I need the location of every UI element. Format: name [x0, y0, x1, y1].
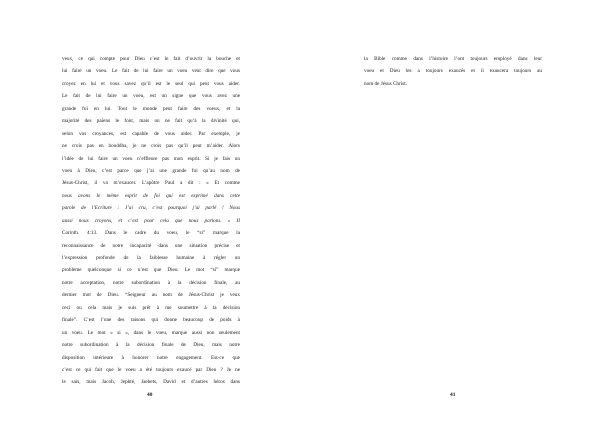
- text-line: l’idée de lui faire un voeu n’effleure pas mon esprit. Si je fais un: [62, 155, 240, 162]
- text-line: le sais, mais Jacob, Jephté, Jaebets, David et d’autres héros dans: [62, 379, 240, 386]
- text-line: aussi nous croyons, et c’est pour cela que nous parlons. » II: [62, 217, 240, 224]
- text-line: voeu et Dieu les a toujours exaucés et il exaucera toujours au: [364, 68, 542, 75]
- text-line: reconnaissance de notre incapacité dans une situation précise et: [62, 242, 240, 249]
- left-page-text: [62, 53, 240, 389]
- text-line: c’est ce qui fait que le voeu a été toujours exaucé par Dieu ? Je ne: [62, 366, 240, 373]
- text-line: dernier mot de Dieu. “Seigneur au nom de Jésus-Christ je veux: [62, 292, 240, 299]
- right-page-text: [364, 53, 542, 90]
- text-line: la Bible comme dans l’histoire l’ont toujours employé dans leur: [364, 56, 542, 62]
- text-line: ne crois pas en bouddha, je ne crois pas qu’il peut m’aider. Alors: [62, 143, 240, 150]
- text-line: problème quelconque si ce n’est que Dieu. Le mot “si” marque: [62, 267, 240, 274]
- text-line: ceci ou cela mais je suis prêt à me soumettre à ta décision: [62, 304, 240, 311]
- text-line: grande foi en lui. Tout le monde peut faire des voeux, et la: [62, 105, 240, 112]
- text-line: finale”. C’est l’une des raisons qui donne beaucoup de poids à: [62, 317, 240, 324]
- text-line: l’expression profonde de la faiblesse humaine à régler un: [62, 255, 240, 261]
- text-line: selon vos croyances, est capable de vous aider. Par exemple, je: [62, 130, 240, 137]
- text-line: notre subordination à la décision finale de Dieu, mais notre: [62, 342, 240, 349]
- right-page: [300, 0, 600, 424]
- left-page-number: 40: [147, 392, 153, 398]
- text-line: parole de l’Ecriture : J’ai cru, c’est pourquoi j’ai parlé ! Nous: [62, 205, 240, 212]
- text-line: Corinth. 4:13. Dans le cadre du voeu, le “si” marque la: [62, 230, 240, 237]
- text-line: voeu à Dieu, c’est parce que j’ai une grande foi qu’au nom de: [62, 167, 240, 174]
- text-line: veux, ce qui compte pour Dieu c’est le fait d’ouvrir la bouche et: [62, 56, 240, 62]
- text-line: Le fait de lui faire un voeu, est un signe que vous avez une: [62, 93, 240, 100]
- text-line: disposition intérieure à honorer notre engagement. Est-ce que: [62, 354, 240, 361]
- text-line: un voeu. Le mot « si », dans le voeu, marque aussi non seulement: [62, 329, 240, 336]
- text-line: nom de Jésus Christ.: [364, 80, 407, 87]
- text-line: majorité des païens le font, mais on ne fait qu’à la divinité qui,: [62, 118, 240, 125]
- right-page-number: 41: [450, 392, 456, 398]
- text-line: nous avons le même esprit de foi qui est exprimé dans cette: [62, 192, 240, 199]
- text-line: Jésus-Christ, il va m’exaucer. L’apôtre Paul a dit : « Et comme: [62, 180, 240, 187]
- text-line: lui faire un voeu. Le fait de lui faire un voeu veut dire que vous: [62, 68, 240, 75]
- text-line: croyez en lui et vous savez qu’il est le seul qui peut vous aider.: [62, 80, 240, 87]
- text-line: notre acceptation, notre subordination à la décision finale, au: [62, 279, 240, 286]
